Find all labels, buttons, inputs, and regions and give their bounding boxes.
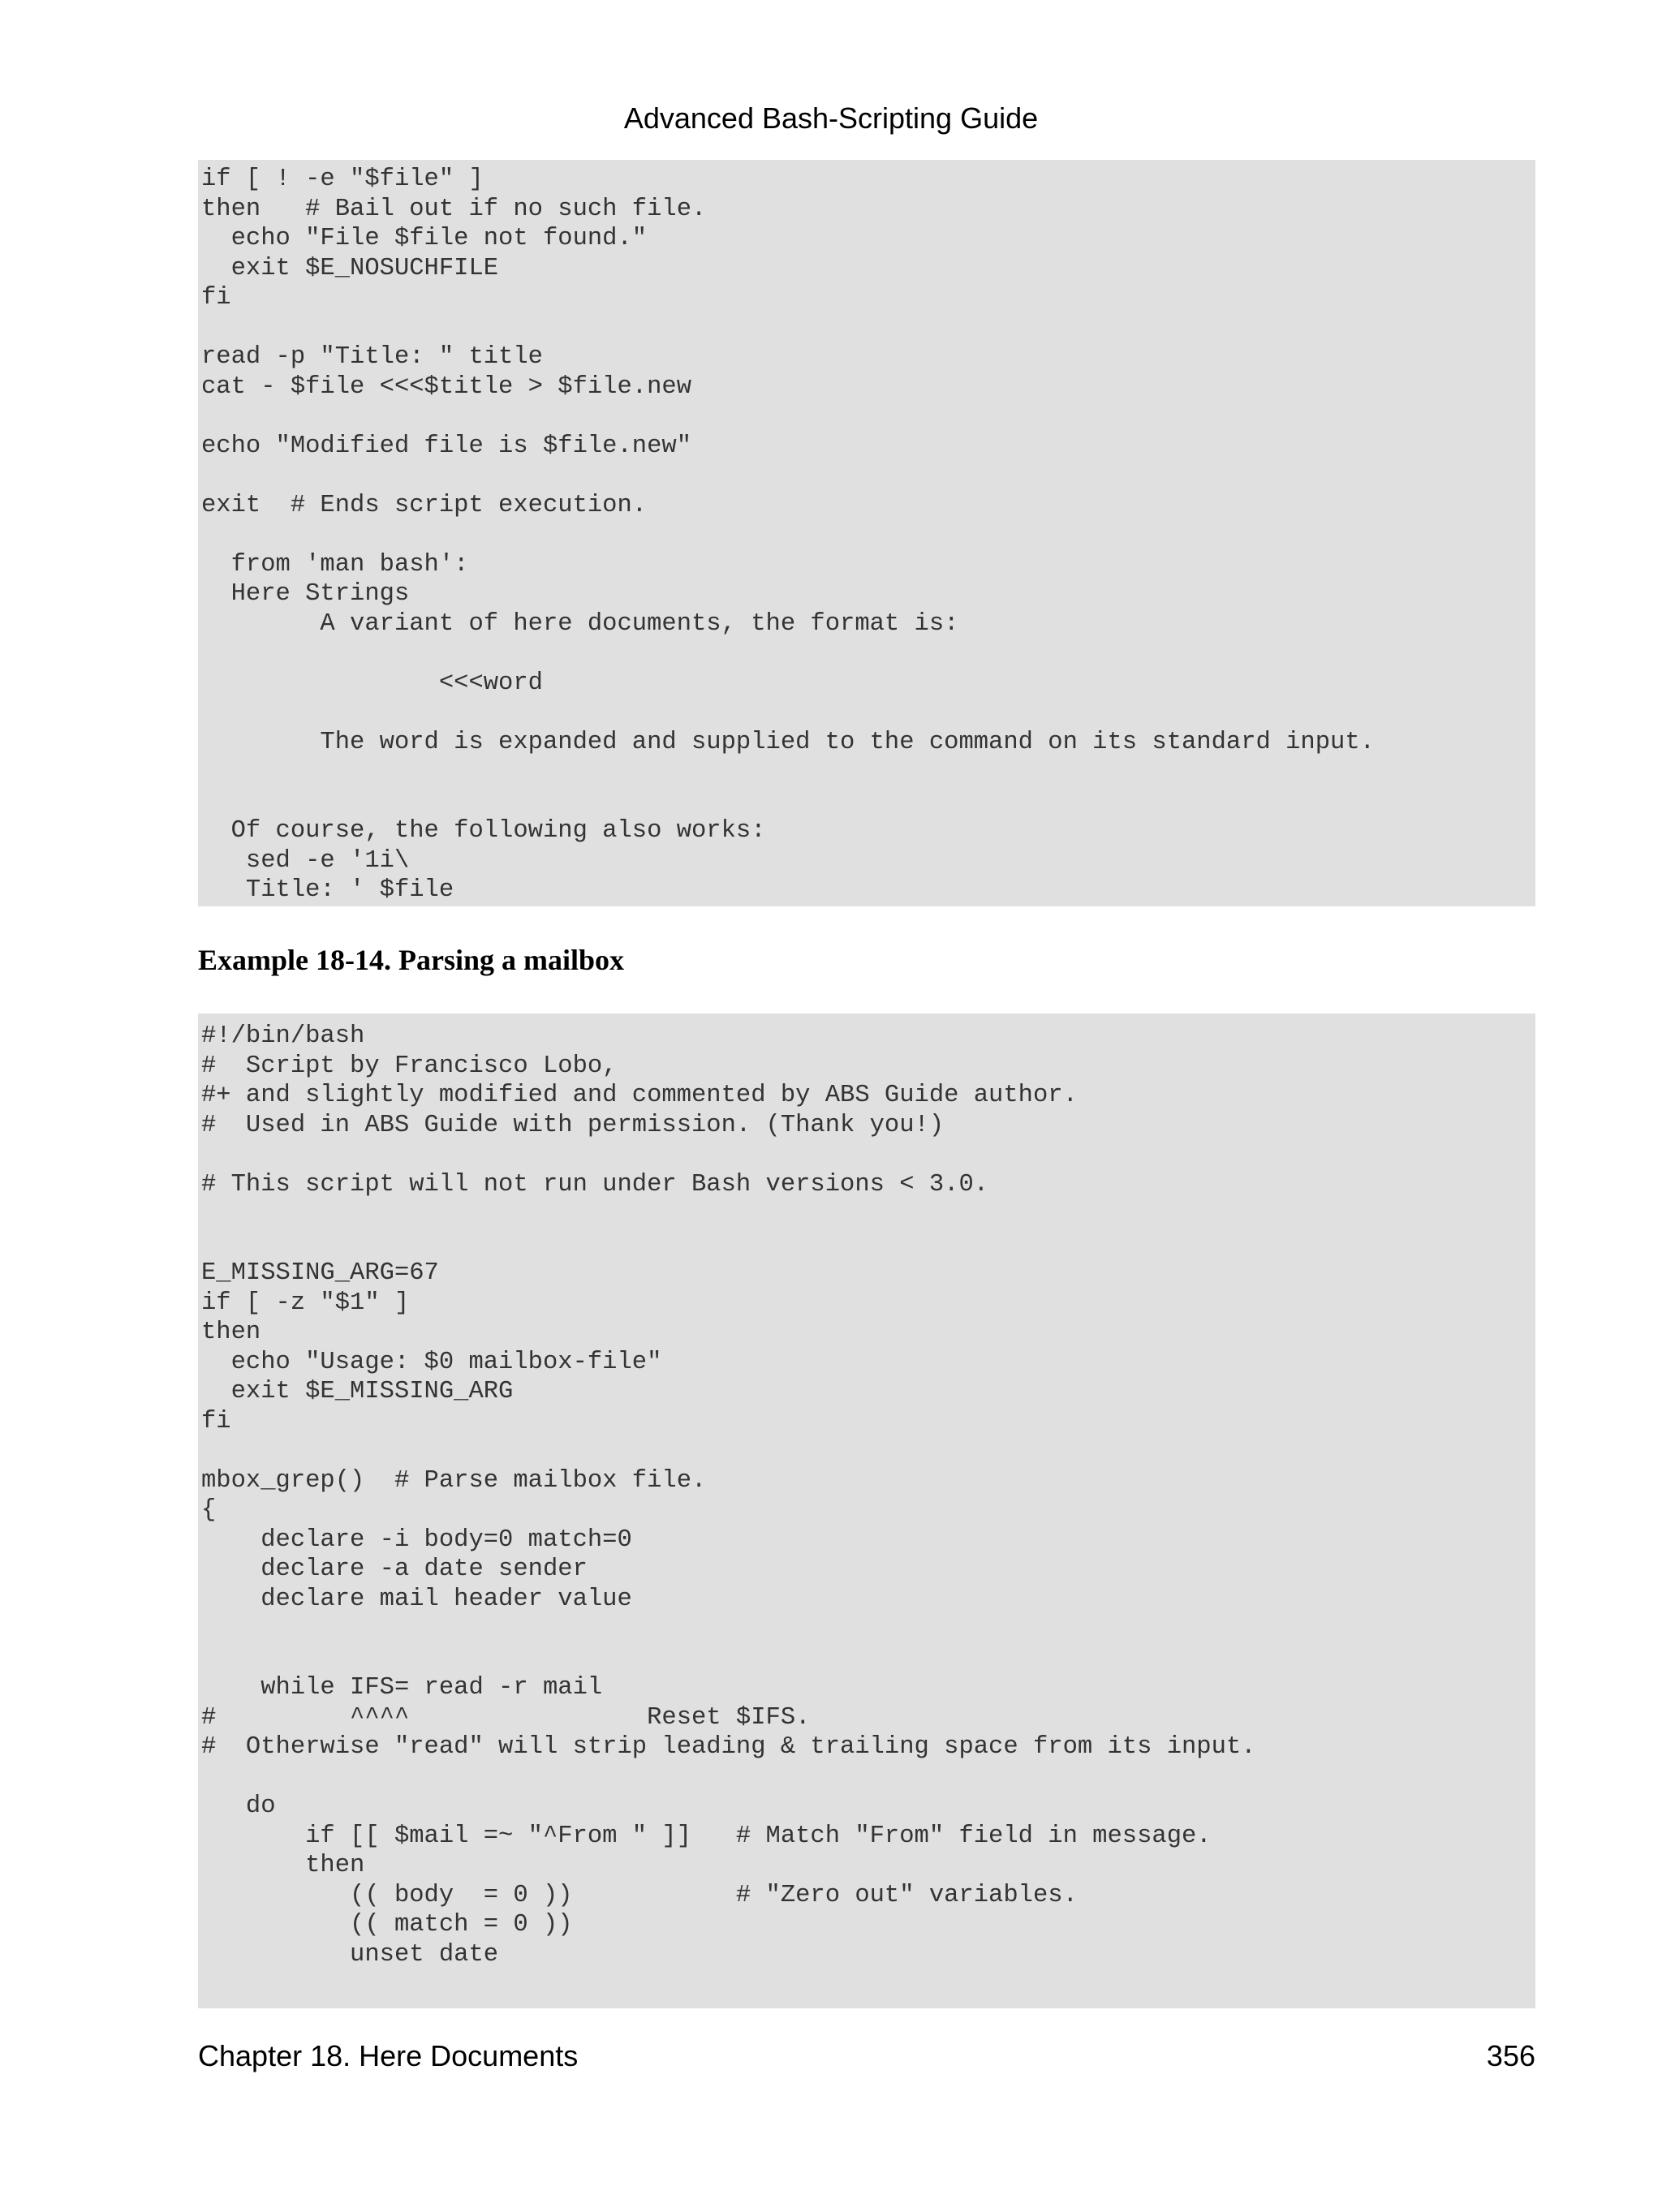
code-line: read -p "Title: " title (201, 343, 543, 371)
code-line: echo "Usage: $0 mailbox-file" (201, 1348, 662, 1376)
code-line: if [ -z "$1" ] (201, 1289, 410, 1317)
code-line: while IFS= read -r mail (201, 1674, 603, 1702)
code-line: #+ and slightly modified and commented by ABS Guide author. (201, 1082, 1078, 1109)
code-line (201, 402, 1535, 432)
code-line: # Used in ABS Guide with permission. (Thank you!) (201, 1111, 945, 1139)
code-line (201, 1762, 1535, 1792)
code-line (201, 698, 1535, 728)
running-header: Advanced Bash-Scripting Guide (623, 101, 1039, 135)
code-line: Of course, the following also works: (201, 817, 766, 845)
code-line: A variant of here documents, the format is: (201, 609, 959, 638)
code-line: if [ ! -e "$file" ] (201, 166, 484, 193)
code-line: # This script will not run under Bash versions < 3.0. (201, 1170, 989, 1199)
code-line: cat - $file <<<$title > $file.new (201, 372, 691, 401)
code-line: unset date (201, 1940, 499, 1969)
code-block-mailbox-parser (198, 1013, 1535, 2008)
example-title: Example 18-14. Parsing a mailbox (198, 944, 625, 976)
code-line: Here Strings (201, 580, 410, 608)
code-line: (( match = 0 )) (201, 1911, 573, 1939)
code-line (201, 461, 1535, 491)
code-line: declare -i body=0 match=0 (201, 1526, 632, 1554)
code-line: sed -e '1i\ (201, 846, 410, 875)
code-line: exit $E_NOSUCHFILE (201, 254, 499, 282)
code-line (201, 757, 1535, 787)
code-line: # Script by Francisco Lobo, (201, 1052, 618, 1080)
code-line: The word is expanded and supplied to the command on its standard input. (201, 728, 1375, 756)
code-line: echo "File $file not found." (201, 225, 648, 252)
code-line: do (201, 1792, 276, 1820)
code-line (201, 1229, 1535, 1259)
code-line: then (201, 1852, 365, 1879)
code-line: then # Bail out if no such file. (201, 195, 707, 223)
code-line: # Otherwise "read" will strip leading & trailing space from its input. (201, 1733, 1256, 1761)
code-line (201, 787, 1535, 817)
code-line (201, 520, 1535, 550)
code-line (201, 639, 1535, 669)
code-line: fi (201, 1407, 231, 1435)
code-line (201, 1436, 1535, 1466)
footer-page-number: 356 (1486, 2039, 1535, 2072)
code-line: then (201, 1319, 261, 1346)
code-line (201, 1199, 1535, 1229)
code-line: Title: ' $file (201, 876, 454, 904)
code-line: echo "Modified file is $file.new" (201, 432, 691, 460)
code-line: E_MISSING_ARG=67 (201, 1259, 439, 1287)
code-block-here-string (198, 160, 1535, 906)
footer-chapter-title: Chapter 18. Here Documents (198, 2039, 579, 2072)
code-line: declare -a date sender (201, 1556, 588, 1583)
code-line (201, 1644, 1535, 1674)
code-line: # ^^^^ Reset $IFS. (201, 1703, 811, 1732)
code-line: exit # Ends script execution. (201, 491, 648, 519)
code-line: (( body = 0 )) # "Zero out" variables. (201, 1881, 1078, 1909)
code-line: from 'man bash': (201, 550, 469, 579)
code-line: { (201, 1496, 217, 1524)
code-line (201, 313, 1535, 343)
code-line: #!/bin/bash (201, 1022, 365, 1050)
code-line: if [[ $mail =~ "^From " ]] # Match "From" field in message. (201, 1822, 1212, 1850)
code-line: exit $E_MISSING_ARG (201, 1378, 514, 1405)
code-line (201, 1614, 1535, 1644)
code-line: mbox_grep() # Parse mailbox file. (201, 1466, 707, 1495)
code-line: declare mail header value (201, 1585, 632, 1613)
code-line: fi (201, 284, 231, 312)
code-line (201, 1140, 1535, 1170)
code-line: <<<word (201, 669, 543, 697)
